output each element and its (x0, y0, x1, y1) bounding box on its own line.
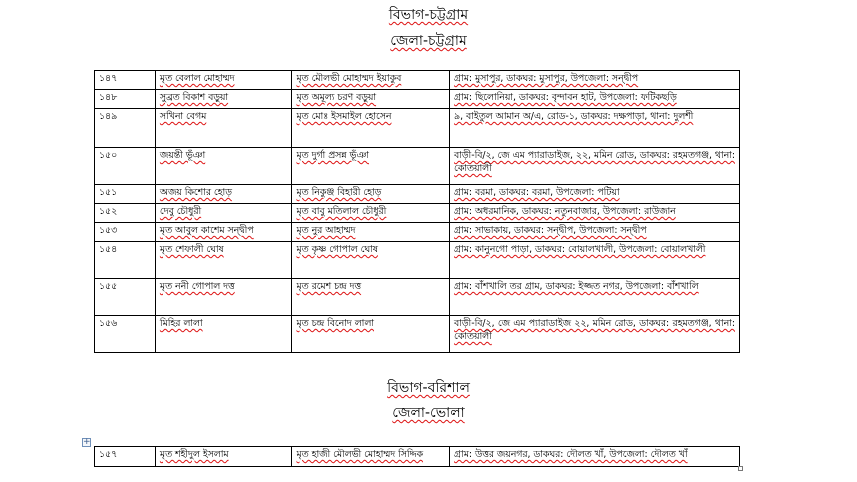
name-cell[interactable]: অজয় কিশোর হোড় (155, 185, 292, 204)
father-name-cell[interactable]: মৃত নুর আহাম্মদ (292, 223, 450, 242)
address-cell[interactable]: বাড়ী-বি/২, জে এম প্যারাডাইজ, ২২, মমিন রোড, ডাকঘর: রহমতগঞ্জ, থানা: কোতয়ালী (450, 148, 740, 185)
address-cell[interactable]: গ্রাম: উত্তর জয়নগর, ডাকঘর: দৌলত খাঁ, উপজেলা: দৌলত খাঁ (450, 447, 740, 467)
name-cell[interactable]: সুব্রত বিকাশ বড়ুয়া (155, 90, 292, 109)
name-cell[interactable]: জয়ন্তী ভূঁঞা (155, 148, 292, 185)
name-cell[interactable]: সখিনা বেগম (155, 109, 292, 148)
address-cell[interactable]: গ্রাম: কানুনগো পাড়া, ডাকঘর: বোয়ালখালী, উপজেলা: বোয়ালখালী (450, 242, 740, 279)
serial-cell[interactable]: ১৫৭ (95, 447, 156, 467)
table-row (95, 185, 740, 204)
name-cell[interactable]: মিহির লালা (155, 316, 292, 353)
name-cell[interactable]: মৃত শেফালী ঘোষ (155, 242, 292, 279)
father-name-cell[interactable]: মৃত চন্দ্র বিনোদ লালা (292, 316, 450, 353)
serial-cell[interactable]: ১৫৬ (95, 316, 156, 353)
registry-table-2 (94, 446, 740, 467)
table-row (95, 71, 740, 90)
name-cell[interactable]: দেবু চৌধুরী (155, 204, 292, 223)
serial-cell[interactable]: ১৫৩ (95, 223, 156, 242)
division-heading-2-text: বিভাগ-বরিশাল (387, 380, 470, 396)
serial-cell[interactable]: ১৫০ (95, 148, 156, 185)
district-heading-2-text: জেলা-ভোলা (392, 405, 465, 421)
address-cell[interactable]: গ্রাম: ছিলোনিয়া, ডাকঘর: বৃন্দাবন হাট, উপজেলা: ফটিকছড়ি (450, 90, 740, 109)
serial-cell[interactable]: ১৪৯ (95, 109, 156, 148)
address-cell[interactable]: গ্রাম: সাভাকায়, ডাকঘর: সন্দ্বীপ, উপজেলা: সন্দ্বীপ (450, 223, 740, 242)
division-heading-2 (0, 380, 857, 396)
district-heading-1-text: জেলা-চট্টগ্রাম (390, 33, 467, 49)
address-cell[interactable]: গ্রাম: বাঁশখালি তর গ্রাম, ডাকঘর: ইজ্জত নগর, উপজেলা: বাঁশখালি (450, 279, 740, 316)
table-row (95, 316, 740, 353)
name-cell[interactable]: মৃত বেলাল মোহাম্মদ (155, 71, 292, 90)
table-row (95, 90, 740, 109)
serial-cell[interactable]: ১৫৫ (95, 279, 156, 316)
address-cell[interactable]: গ্রাম: মুসাপুর, ডাকঘর: মুসাপুর, উপজেলা: সন্দ্বীপ (450, 71, 740, 90)
division-heading-1 (0, 7, 857, 23)
father-name-cell[interactable]: মৃত অমূল্য চরণ বড়ুয়া (292, 90, 450, 109)
father-name-cell[interactable]: মৃত হাজী মৌলভী মোহাম্মদ সিদ্দিক (292, 447, 450, 467)
name-cell[interactable]: মৃত আবুল কাশেম সন্দ্বীপ (155, 223, 292, 242)
serial-cell[interactable]: ১৫৪ (95, 242, 156, 279)
table-row (95, 279, 740, 316)
serial-cell[interactable]: ১৪৮ (95, 90, 156, 109)
address-cell[interactable]: গ্রাম: বরমা, ডাকঘর: বরমা, উপজেলা: পটিয়া (450, 185, 740, 204)
table-row (95, 109, 740, 148)
table-row (95, 204, 740, 223)
table-move-icon[interactable]: + (83, 437, 91, 447)
serial-cell[interactable]: ১৫১ (95, 185, 156, 204)
table-row (95, 148, 740, 185)
serial-cell[interactable]: ১৪৭ (95, 71, 156, 90)
father-name-cell[interactable]: মৃত নিকুঞ্জ বিহারী হোড় (292, 185, 450, 204)
name-cell[interactable]: মৃত শহীদুল ইসলাম (155, 447, 292, 467)
father-name-cell[interactable]: মৃত কৃষ্ণ গোপাল ঘোষ (292, 242, 450, 279)
name-cell[interactable]: মৃত ননী গোপাল দত্ত (155, 279, 292, 316)
father-name-cell[interactable]: মৃত দুর্গা প্রসন্ন ভূঁঞা (292, 148, 450, 185)
district-heading-1 (0, 33, 857, 49)
address-cell[interactable]: ৯, বাইতুল আমান অ/এ, রোড-১, ডাকঘর: দক্ষপাড়া, থানা: দুলশী (450, 109, 740, 148)
registry-table-1 (94, 70, 740, 353)
table-row (95, 242, 740, 279)
father-name-cell[interactable]: মৃত রমেশ চন্দ্র দত্ত (292, 279, 450, 316)
division-heading-1-text: বিভাগ-চট্টগ্রাম (388, 7, 469, 23)
table-row (95, 447, 740, 467)
serial-cell[interactable]: ১৫২ (95, 204, 156, 223)
father-name-cell[interactable]: মৃত মৌলভী মোহাম্মদ ইয়াকুব (292, 71, 450, 90)
father-name-cell[interactable]: মৃত বাবু মতিলাল চৌধুরী (292, 204, 450, 223)
father-name-cell[interactable]: মৃত মোঃ ইসমাইল হোসেন (292, 109, 450, 148)
district-heading-2 (0, 405, 857, 421)
address-cell[interactable]: বাড়ী-বি/২, জে এম প্যারাডাইজ ২২, মমিন রোড, ডাকঘর: রহমতগঞ্জ, থানা: কোতয়ালী (450, 316, 740, 353)
address-cell[interactable]: গ্রাম: অধরমানিক, ডাকঘর: নতুনবাজার, উপজেলা: রাউজান (450, 204, 740, 223)
table-row (95, 223, 740, 242)
table-resize-icon[interactable] (738, 466, 743, 471)
